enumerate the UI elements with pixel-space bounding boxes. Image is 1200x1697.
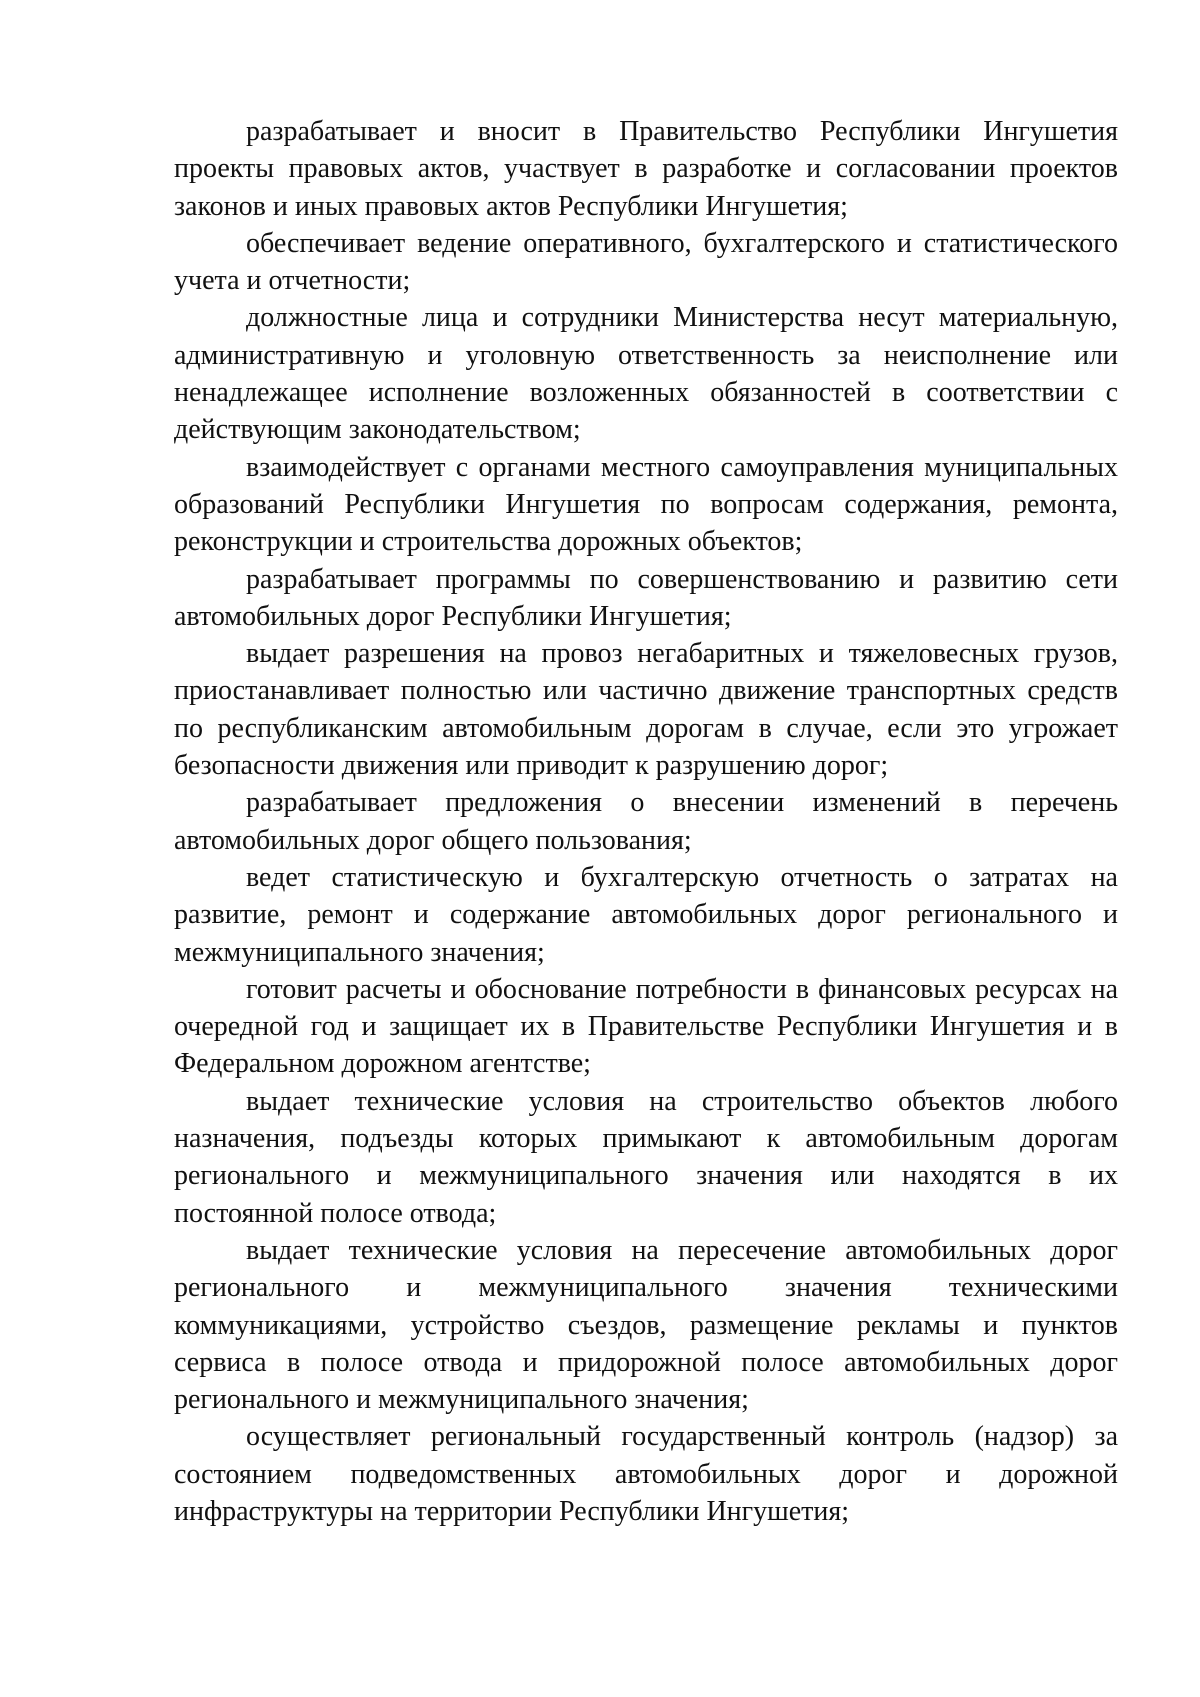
paragraph-12: осуществляет региональный государственный контроль (надзор) за состоянием подведомственных автомобильных дорог и дорожной инфраструктуры на территории Республики Ингушетия;: [174, 1421, 1118, 1527]
paragraph-10: выдает технические условия на строительство объектов любого назначения, подъезды которых примыкают к автомобильным дорогам регионального и межмуниципального значения или находятся в их постоянной полосе отвода;: [174, 1085, 1118, 1229]
paragraph-7: разрабатывает предложения о внесении изменений в перечень автомобильных дорог общего пользования;: [174, 787, 1118, 856]
paragraph-11: выдает технические условия на пересечение автомобильных дорог регионального и межмуниципального значения техническими коммуникациями, устройство съездов, размещение рекламы и пунктов сервиса в полосе отвода и придорожной полосе автомобильных дорог регионального и межмуниципального значения;: [174, 1234, 1118, 1416]
paragraph-6: выдает разрешения на провоз негабаритных и тяжеловесных грузов, приостанавливает полностью или частично движение транспортных средств по республиканским автомобильным дорогам в случае, если это угрожает безопасности движения или приводит к разрушению дорог;: [174, 638, 1118, 782]
document-body: [174, 113, 1118, 1530]
paragraph-1: разрабатывает и вносит в Правительство Республики Ингушетия проекты правовых актов, участвует в разработке и согласовании проектов законов и иных правовых актов Республики Ингушетия;: [174, 116, 1118, 222]
paragraph-4: взаимодействует с органами местного самоуправления муниципальных образований Республики Ингушетия по вопросам содержания, ремонта, реконструкции и строительства дорожных объектов;: [174, 451, 1118, 558]
paragraph-5: разрабатывает программы по совершенствованию и развитию сети автомобильных дорог Республики Ингушетия;: [174, 563, 1118, 632]
paragraph-8: ведет статистическую и бухгалтерскую отчетность о затратах на развитие, ремонт и содержание автомобильных дорог регионального и межмуниципального значения;: [174, 861, 1118, 968]
paragraph-9: готовит расчеты и обоснование потребности в финансовых ресурсах на очередной год и защищает их в Правительстве Республики Ингушетия и в Федеральном дорожном агентстве;: [174, 973, 1118, 1080]
paragraph-3: должностные лица и сотрудники Министерства несут материальную, административную и уголовную ответственность за неисполнение или ненадлежащее исполнение возложенных обязанностей в соответствии с действующим законодательством;: [174, 302, 1118, 446]
paragraph-2: обеспечивает ведение оперативного, бухгалтерского и статистического учета и отчетности;: [174, 227, 1118, 297]
